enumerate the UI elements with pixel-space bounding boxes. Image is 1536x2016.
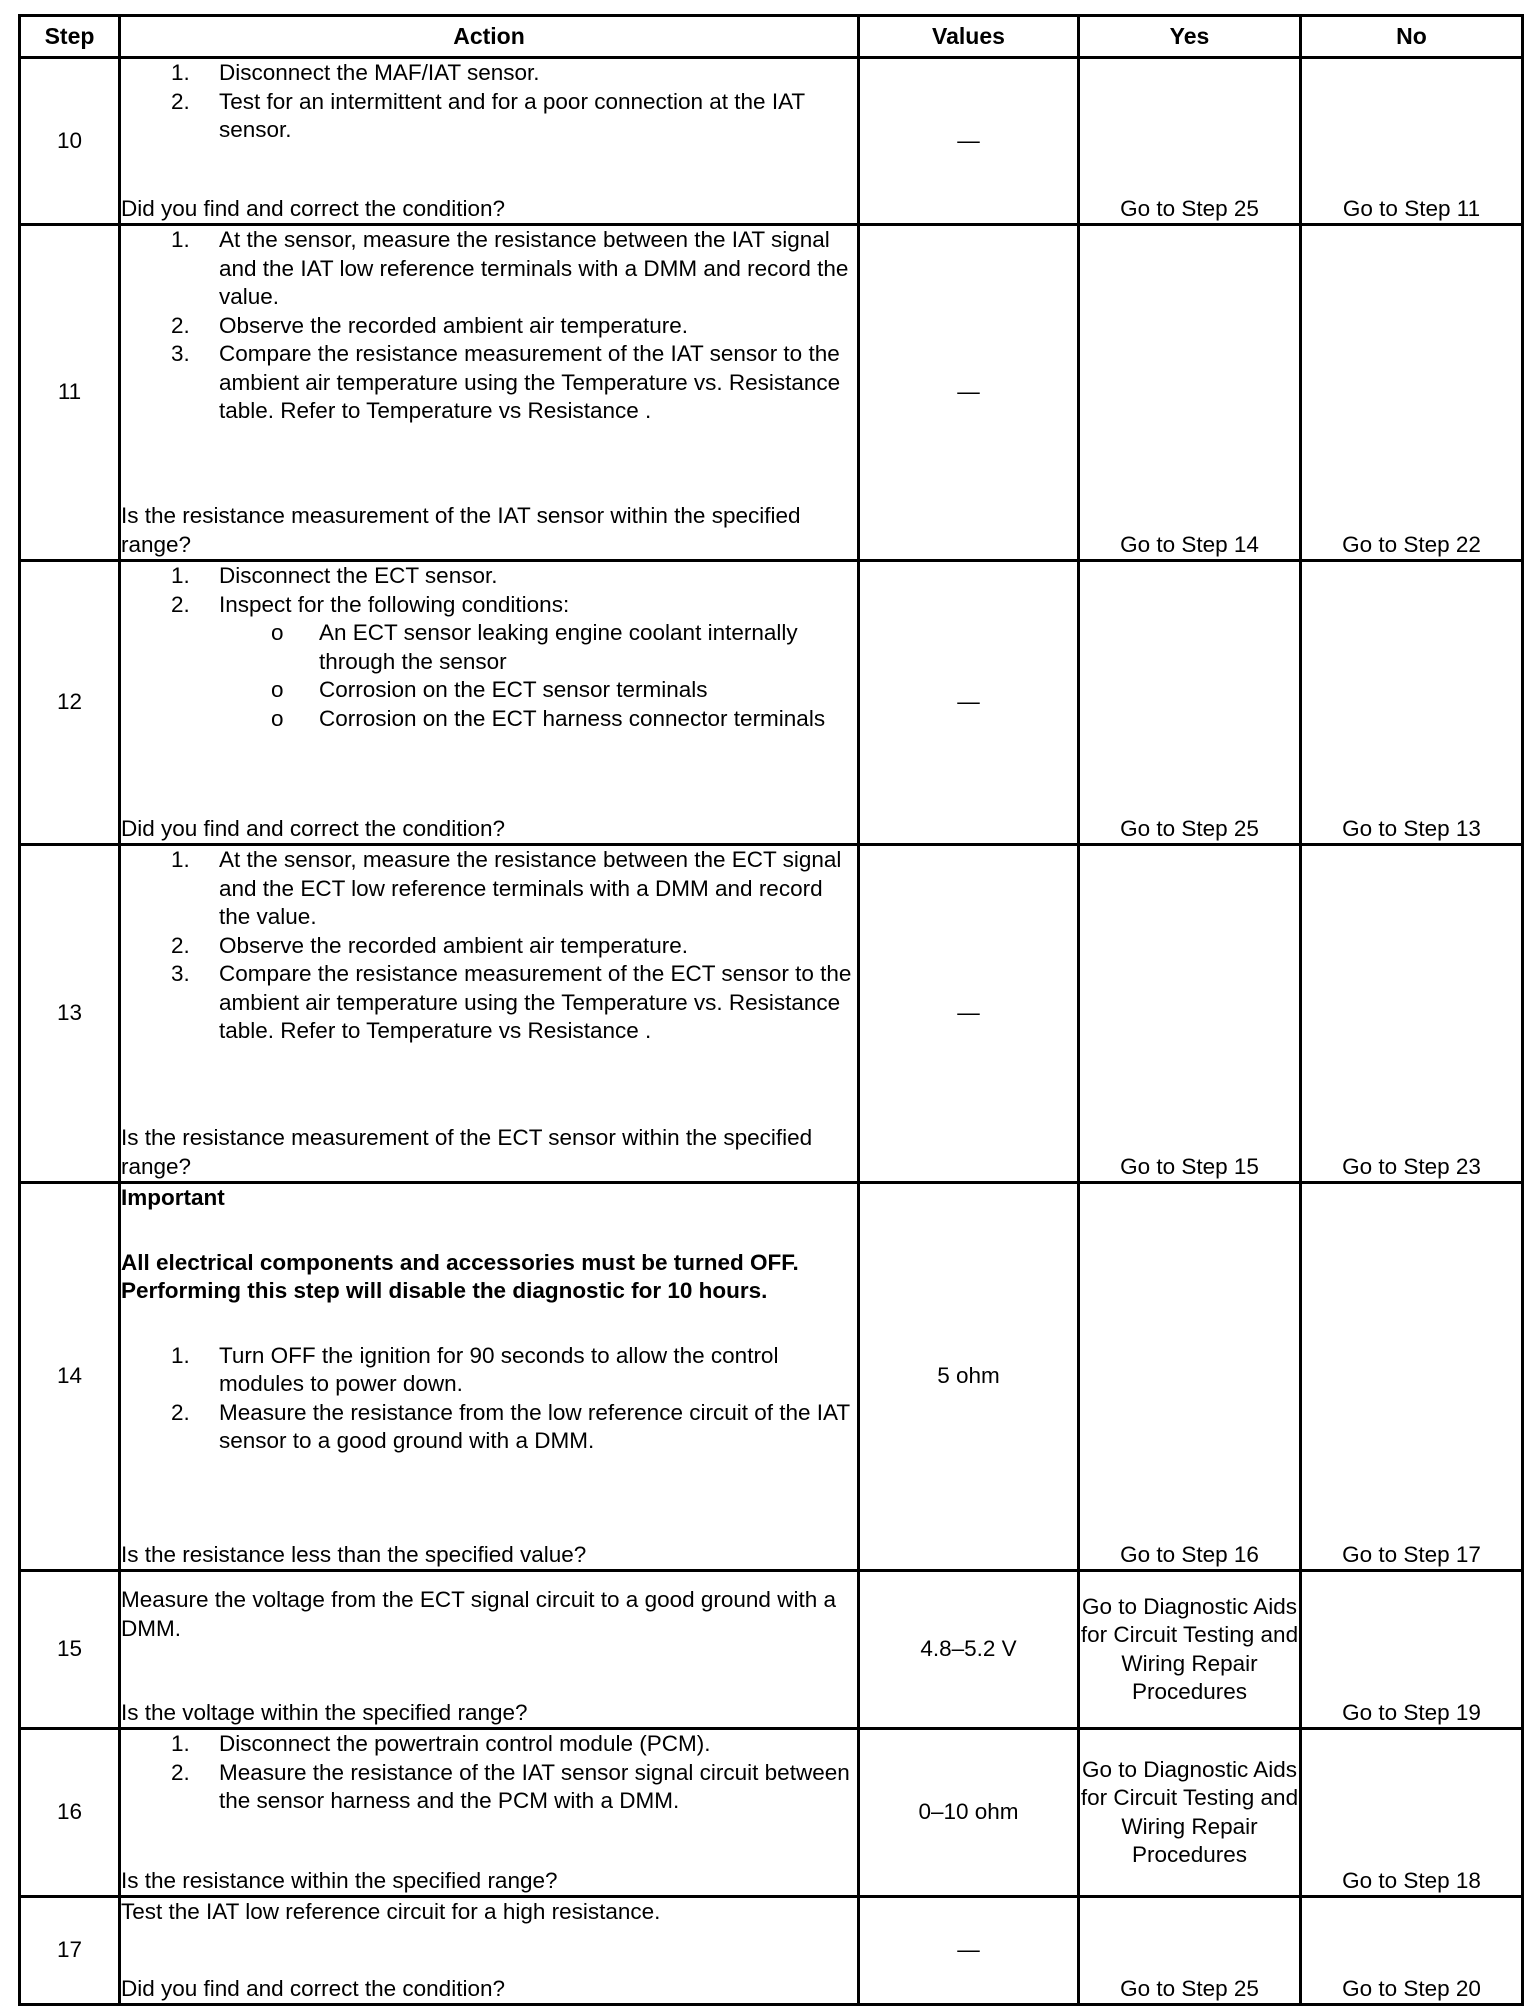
- action-steps: [121, 1342, 857, 1456]
- action-step: 2. Inspect for the following conditions: o An ECT sensor leaking engine coolant internally through the sensor o Corrosion on the ECT sensor terminals o Corrosion on the ECT harness connector terminals: [121, 591, 857, 734]
- no-cell: Go to Step 20: [1301, 1897, 1523, 2005]
- yes-cell: Go to Step 25: [1079, 58, 1301, 225]
- step-number: 17: [20, 1897, 120, 2005]
- action-step: 2. Observe the recorded ambient air temperature.: [171, 932, 688, 958]
- important-notice: All electrical components and accessories must be turned OFF. Performing this step will disable the diagnostic for 10 hours.: [121, 1249, 799, 1303]
- action-step: 3. Compare the resistance measurement of the IAT sensor to the ambient air temperature using the Temperature vs. Resistance table. Refer to Temperature vs Resistance .: [171, 341, 841, 423]
- header-row: [20, 16, 1523, 58]
- no-cell: Go to Step 18: [1301, 1729, 1523, 1897]
- step-number: 15: [20, 1571, 120, 1729]
- values-cell: —: [859, 845, 1079, 1183]
- yes-cell: Go to Step 25: [1079, 561, 1301, 845]
- action-question: Is the resistance less than the specified value?: [121, 1541, 587, 1567]
- header-yes: Yes: [1079, 16, 1301, 58]
- action-question: Is the resistance measurement of the ECT sensor within the specified range?: [121, 1125, 813, 1179]
- header-action: Action: [120, 16, 859, 58]
- action-step: 1. Disconnect the powertrain control module (PCM).: [171, 1731, 711, 1756]
- step-number: 16: [20, 1729, 120, 1897]
- no-cell: Go to Step 19: [1301, 1571, 1523, 1729]
- table-row-step-15: [20, 1571, 1523, 1729]
- header-values: Values: [859, 16, 1079, 58]
- condition-item: o Corrosion on the ECT harness connector terminals: [271, 705, 826, 731]
- values-cell: —: [859, 225, 1079, 561]
- action-steps: [121, 59, 857, 145]
- condition-list: [219, 619, 857, 733]
- action-step: 2. Measure the resistance from the low reference circuit of the IAT sensor to a good ground with a DMM.: [171, 1399, 850, 1453]
- table-row-step-11: [20, 225, 1523, 561]
- no-cell: Go to Step 11: [1301, 58, 1523, 225]
- yes-cell: Go to Step 15: [1079, 845, 1301, 1183]
- step-number: 13: [20, 845, 120, 1183]
- action-steps: [121, 226, 857, 426]
- action-cell: [120, 1897, 859, 2005]
- table-row-step-17: [20, 1897, 1523, 2005]
- action-question: Did you find and correct the condition?: [121, 195, 505, 221]
- important-heading: Important: [121, 1185, 225, 1210]
- step-number: 12: [20, 561, 120, 845]
- values-cell: 4.8–5.2 V: [859, 1571, 1079, 1729]
- condition-item: o An ECT sensor leaking engine coolant internally through the sensor: [271, 620, 798, 674]
- values-cell: 5 ohm: [859, 1183, 1079, 1571]
- table-row-step-16: [20, 1729, 1523, 1897]
- action-cell: [120, 58, 859, 225]
- table-row-step-12: [20, 561, 1523, 845]
- values-cell: 0–10 ohm: [859, 1729, 1079, 1897]
- action-step: 2. Observe the recorded ambient air temperature.: [171, 312, 688, 338]
- action-instruction: Test the IAT low reference circuit for a high resistance.: [121, 1899, 661, 1924]
- table-row-step-10: [20, 58, 1523, 225]
- action-steps: [121, 846, 857, 1046]
- step-number: 14: [20, 1183, 120, 1571]
- action-question: Did you find and correct the condition?: [121, 1975, 505, 2001]
- action-question: Did you find and correct the condition?: [121, 815, 505, 841]
- action-question: Is the voltage within the specified range?: [121, 1699, 528, 1725]
- action-cell: [120, 1729, 859, 1897]
- action-step: 2. Measure the resistance of the IAT sensor signal circuit between the sensor harness and the PCM with a DMM.: [171, 1759, 850, 1813]
- yes-cell: Go to Diagnostic Aids for Circuit Testing and Wiring Repair Procedures: [1079, 1729, 1301, 1897]
- values-cell: —: [859, 561, 1079, 845]
- no-cell: Go to Step 17: [1301, 1183, 1523, 1571]
- action-steps: [121, 562, 857, 733]
- yes-cell: Go to Step 14: [1079, 225, 1301, 561]
- action-cell: [120, 845, 859, 1183]
- table-row-step-14: [20, 1183, 1523, 1571]
- action-question: Is the resistance measurement of the IAT sensor within the specified range?: [121, 503, 801, 557]
- yes-cell: Go to Diagnostic Aids for Circuit Testing and Wiring Repair Procedures: [1079, 1571, 1301, 1729]
- action-cell: [120, 225, 859, 561]
- no-cell: Go to Step 22: [1301, 225, 1523, 561]
- action-steps: [121, 1730, 857, 1816]
- yes-cell: Go to Step 16: [1079, 1183, 1301, 1571]
- diagnostic-table-page: [18, 14, 1521, 2006]
- no-cell: Go to Step 23: [1301, 845, 1523, 1183]
- condition-item: o Corrosion on the ECT sensor terminals: [271, 677, 708, 702]
- header-no: No: [1301, 16, 1523, 58]
- action-step: 1. Disconnect the MAF/IAT sensor.: [171, 60, 540, 85]
- action-step: 3. Compare the resistance measurement of the ECT sensor to the ambient air temperature using the Temperature vs. Resistance table. Refer to Temperature vs Resistance .: [171, 961, 852, 1043]
- diagnostic-table: [18, 14, 1524, 2006]
- action-question: Is the resistance within the specified range?: [121, 1867, 558, 1893]
- header-step: Step: [20, 16, 120, 58]
- no-cell: Go to Step 13: [1301, 561, 1523, 845]
- action-step: 2. Test for an intermittent and for a poor connection at the IAT sensor.: [171, 88, 805, 142]
- action-instruction: Measure the voltage from the ECT signal circuit to a good ground with a DMM.: [121, 1587, 836, 1641]
- table-row-step-13: [20, 845, 1523, 1183]
- action-cell: [120, 1571, 859, 1729]
- action-cell: [120, 1183, 859, 1571]
- step-number: 10: [20, 58, 120, 225]
- yes-cell: Go to Step 25: [1079, 1897, 1301, 2005]
- action-step: 1. Disconnect the ECT sensor.: [171, 563, 498, 588]
- values-cell: —: [859, 58, 1079, 225]
- action-step: 1. Turn OFF the ignition for 90 seconds to allow the control modules to power down.: [171, 1342, 779, 1396]
- values-cell: —: [859, 1897, 1079, 2005]
- action-step: 1. At the sensor, measure the resistance between the IAT signal and the IAT low reference terminals with a DMM and record the value.: [171, 227, 849, 309]
- action-step: 1. At the sensor, measure the resistance between the ECT signal and the ECT low reference terminals with a DMM and record the value.: [171, 847, 842, 929]
- action-cell: [120, 561, 859, 845]
- step-number: 11: [20, 225, 120, 561]
